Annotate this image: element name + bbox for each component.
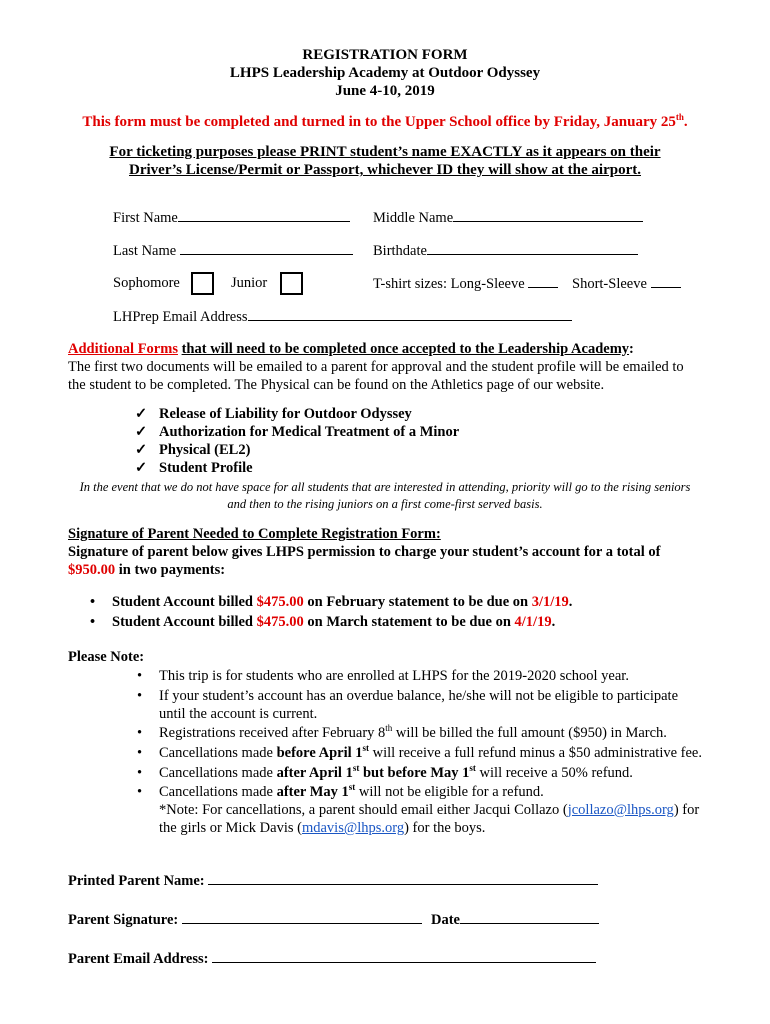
ticketing-line-2: Driver’s License/Permit or Passport, whichever ID they will show at the airport. bbox=[129, 162, 641, 178]
sophomore-checkbox[interactable] bbox=[191, 272, 214, 295]
note-item: • Cancellations made after May 1st will not be eligible for a refund. bbox=[137, 782, 544, 800]
bullet-icon: • bbox=[137, 725, 143, 741]
checklist-item: ✓ Authorization for Medical Treatment of a Minor bbox=[135, 424, 460, 440]
checkmark-icon: ✓ bbox=[135, 406, 148, 422]
form-title: REGISTRATION FORM bbox=[302, 47, 468, 63]
deadline-notice: This form must be completed and turned in to the Upper School office by Friday, January 25th. bbox=[82, 112, 688, 130]
ticketing-line-1: For ticketing purposes please PRINT student’s name EXACTLY as it appears on their bbox=[109, 144, 661, 160]
long-sleeve-field[interactable]: T-shirt sizes: Long-Sleeve bbox=[373, 274, 558, 293]
printed-parent-name-field[interactable]: Printed Parent Name: bbox=[68, 871, 598, 890]
priority-note-1: In the event that we do not have space for all students that are interested in attending, priority will go to the rising seniors bbox=[79, 480, 691, 494]
short-sleeve-field[interactable]: Short-Sleeve bbox=[572, 274, 681, 293]
date-field[interactable]: Date bbox=[431, 910, 599, 929]
additional-forms-text-2: the student to be completed. The Physical can be found on the Athletics page of our website. bbox=[68, 377, 605, 393]
checkmark-icon: ✓ bbox=[135, 460, 148, 476]
bullet-icon: • bbox=[90, 614, 96, 630]
checkmark-icon: ✓ bbox=[135, 442, 148, 458]
bullet-icon: • bbox=[137, 688, 143, 704]
signature-total: $950.00 in two payments: bbox=[68, 562, 226, 578]
email-link-collazo[interactable]: jcollazo@lhps.org bbox=[567, 802, 674, 818]
middle-name-field[interactable]: Middle Name bbox=[373, 208, 643, 227]
note-item-continued: until the account is current. bbox=[159, 706, 318, 722]
form-subtitle: LHPS Leadership Academy at Outdoor Odyssey bbox=[229, 65, 541, 81]
last-name-field[interactable]: Last Name bbox=[113, 241, 353, 260]
bullet-icon: • bbox=[90, 594, 96, 610]
parent-signature-field[interactable]: Parent Signature: bbox=[68, 910, 422, 929]
signature-heading: Signature of Parent Needed to Complete Registration Form: bbox=[68, 526, 441, 542]
note-item: • Registrations received after February 8th will be billed the full amount ($950) in March. bbox=[137, 723, 667, 741]
first-name-field[interactable]: First Name bbox=[113, 208, 350, 227]
note-item: • This trip is for students who are enrolled at LHPS for the 2019-2020 school year. bbox=[137, 668, 629, 684]
checkmark-icon: ✓ bbox=[135, 424, 148, 440]
form-dates: June 4-10, 2019 bbox=[335, 83, 435, 99]
checklist-item: ✓ Release of Liability for Outdoor Odyssey bbox=[135, 406, 412, 422]
birthdate-field[interactable]: Birthdate bbox=[373, 241, 638, 260]
checklist-item: ✓ Physical (EL2) bbox=[135, 442, 251, 458]
additional-forms-heading: Additional Forms that will need to be completed once accepted to the Leadership Academy: bbox=[68, 341, 634, 357]
billing-item: • Student Account billed $475.00 on March statement to be due on 4/1/19. bbox=[90, 614, 556, 630]
checklist-item: ✓ Student Profile bbox=[135, 460, 253, 476]
billing-item: • Student Account billed $475.00 on February statement to be due on 3/1/19. bbox=[90, 594, 573, 610]
signature-permission: Signature of parent below gives LHPS permission to charge your student’s account for a total of bbox=[68, 544, 661, 560]
bullet-icon: • bbox=[137, 765, 143, 781]
junior-checkbox[interactable] bbox=[280, 272, 303, 295]
note-item: • Cancellations made before April 1st will receive a full refund minus a $50 administrative fee. bbox=[137, 743, 702, 761]
bullet-icon: • bbox=[137, 745, 143, 761]
please-note-heading: Please Note: bbox=[68, 649, 145, 665]
bullet-icon: • bbox=[137, 784, 143, 800]
additional-forms-link[interactable]: Additional Forms bbox=[68, 341, 178, 357]
lhprep-email-field[interactable]: LHPrep Email Address bbox=[113, 307, 572, 326]
junior-label: Junior bbox=[231, 275, 268, 291]
cancellation-note: *Note: For cancellations, a parent should email either Jacqui Collazo (jcollazo@lhps.org) for bbox=[159, 802, 700, 818]
priority-note-2: and then to the rising juniors on a first come-first served basis. bbox=[227, 497, 543, 511]
additional-forms-text-1: The first two documents will be emailed to a parent for approval and the student profile will be emailed to bbox=[68, 359, 684, 375]
parent-email-field[interactable]: Parent Email Address: bbox=[68, 949, 596, 968]
bullet-icon: • bbox=[137, 668, 143, 684]
sophomore-label: Sophomore bbox=[113, 275, 180, 291]
note-item: • Cancellations made after April 1st but before May 1st will receive a 50% refund. bbox=[137, 763, 633, 781]
email-link-davis[interactable]: mdavis@lhps.org bbox=[301, 820, 405, 836]
note-item: • If your student’s account has an overdue balance, he/she will not be eligible to participate bbox=[137, 688, 679, 704]
cancellation-note-continued: the girls or Mick Davis (mdavis@lhps.org) for the boys. bbox=[159, 820, 486, 836]
